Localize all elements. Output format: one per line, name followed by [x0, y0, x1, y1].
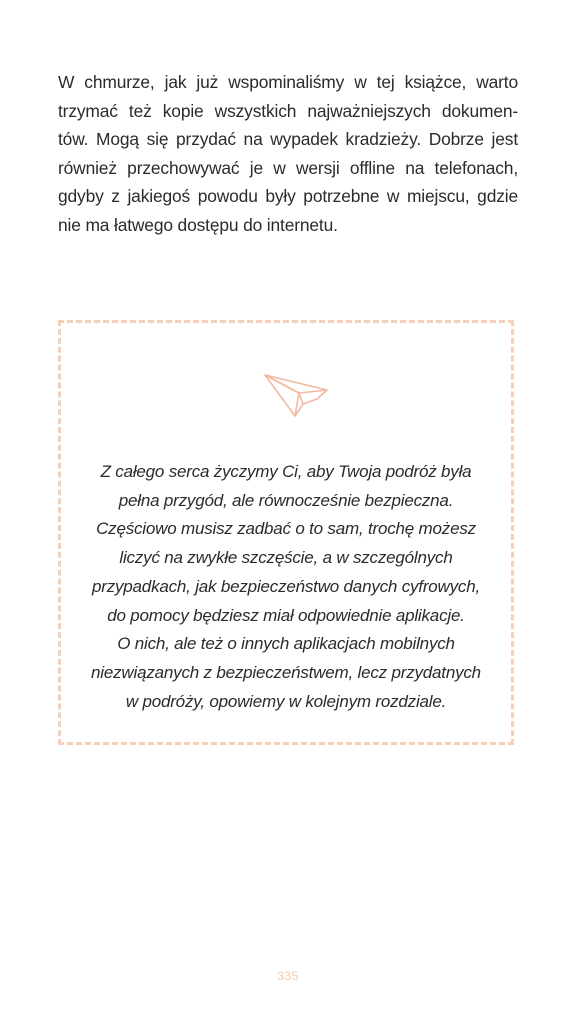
body-line: trzymać też kopie wszystkich najważniejszych dokumen-	[58, 100, 518, 121]
quote-line: w podróży, opowiemy w kolejnym rozdziale.	[125, 691, 447, 711]
quote-line: przypadkach, jak bezpieczeństwo danych cyfrowych,	[91, 576, 480, 596]
paper-plane-icon	[263, 373, 329, 419]
quote-line: niezwiązanych z bezpieczeństwem, lecz przydatnych	[91, 662, 481, 682]
quote-line: pełna przygód, ale równocześnie bezpieczna.	[118, 490, 454, 510]
quote-text	[61, 458, 511, 716]
body-line: W chmurze, jak już wspominaliśmy w tej książce, warto	[58, 72, 518, 92]
quote-line: O nich, ale też o innych aplikacjach mobilnych	[117, 634, 455, 654]
quote-box	[58, 320, 514, 745]
quote-line: Częściowo musisz zadbać o to sam, trochę możesz	[96, 519, 476, 539]
body-line: gdyby z jakiegoś powodu były potrzebne w miejscu, gdzie	[58, 186, 518, 207]
body-paragraph	[58, 68, 518, 240]
body-line: również przechowywać je w wersji offline na telefonach,	[58, 157, 518, 178]
quote-line: do pomocy będziesz miał odpowiednie aplikacje.	[107, 605, 465, 625]
quote-line: liczyć na zwykłe szczęście, a w szczególnych	[119, 548, 453, 568]
page-number: 335	[277, 969, 299, 983]
body-line: tów. Mogą się przydać na wypadek kradzieży. Dobrze jest	[58, 129, 518, 150]
quote-line: Z całego serca życzymy Ci, aby Twoja podróż była	[100, 462, 472, 481]
body-line: nie ma łatwego dostępu do internetu.	[58, 214, 338, 235]
